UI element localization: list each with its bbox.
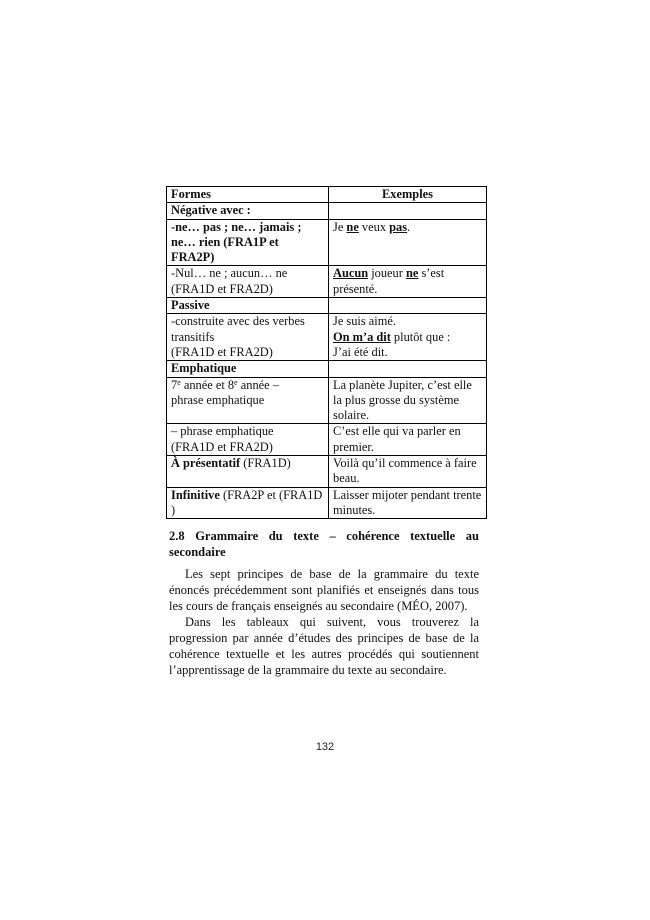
superscript: e <box>234 377 238 387</box>
example-cell <box>329 266 487 298</box>
table-row <box>167 361 487 377</box>
example-emphasis: ne <box>346 219 359 234</box>
form-text: -construite avec des verbes transitifs <box>171 314 305 344</box>
form-cell <box>167 314 329 361</box>
form-cell <box>167 487 329 519</box>
form-text: (FRA2P et (FRA1D ) <box>171 487 323 517</box>
form-label: À présentatif <box>171 456 241 471</box>
example-cell: Voilà qu’il commence à faire beau. <box>329 456 487 488</box>
example-cell: Laisser mijoter pendant trente minutes. <box>329 487 487 519</box>
form-text: (FRA1D) <box>240 456 291 471</box>
example-text: joueur <box>368 266 406 281</box>
table-header-row <box>167 187 487 203</box>
page-number: 132 <box>315 741 335 753</box>
table-row <box>167 314 487 361</box>
table-row <box>167 456 487 488</box>
superscript: e <box>177 377 181 387</box>
form-cell <box>167 456 329 488</box>
form-cell: Emphatique <box>167 361 329 377</box>
example-text: veux <box>358 219 390 234</box>
example-cell <box>329 314 487 361</box>
example-text: Je suis aimé. <box>333 314 396 329</box>
paragraph: Dans les tableaux qui suivent, vous trouverez la progression par année d’études des principes de base de la cohérence textuelle et les autres procédés qui soutiennent l’apprentissage de la grammaire du texte au secondaire. <box>169 615 479 677</box>
form-text: 7 <box>171 377 178 392</box>
form-text: phrase emphatique <box>171 392 265 407</box>
example-emphasis: pas <box>389 219 408 234</box>
example-emphasis: ne <box>405 266 419 281</box>
section-heading: 2.8 Grammaire du texte – cohérence textuelle au secondaire <box>169 529 479 559</box>
example-cell <box>329 219 487 266</box>
example-cell <box>329 361 487 377</box>
form-cell: Passive <box>167 298 329 314</box>
form-text: année et 8 <box>180 377 235 392</box>
column-header-examples: Exemples <box>329 187 487 203</box>
example-emphasis: Aucun <box>333 266 369 281</box>
column-header-forms: Formes <box>167 187 329 203</box>
form-text: (FRA1D et FRA2D) <box>171 344 273 359</box>
table-row <box>167 424 487 456</box>
example-cell: C’est elle qui va parler en premier. <box>329 424 487 456</box>
example-text: J’ai été dit. <box>333 344 388 359</box>
example-emphasis: On m’a dit <box>333 329 391 344</box>
example-text: plutôt que : <box>390 329 451 344</box>
example-cell <box>329 203 487 219</box>
form-cell: -ne… pas ; ne… jamais ; ne… rien (FRA1P et FRA2P) <box>167 219 329 266</box>
form-label: Infinitive <box>171 487 220 502</box>
section-2-8 <box>169 528 479 678</box>
table-row <box>167 487 487 519</box>
form-text: – phrase emphatique <box>171 424 274 439</box>
example-cell <box>329 298 487 314</box>
form-cell: -Nul… ne ; aucun… ne (FRA1D et FRA2D) <box>167 266 329 298</box>
table-row <box>167 377 487 424</box>
example-text: . <box>407 219 411 234</box>
form-text: (FRA1D et FRA2D) <box>171 439 273 454</box>
example-text: s’est présenté. <box>333 266 445 296</box>
example-text: Je <box>333 219 347 234</box>
table-row <box>167 203 487 219</box>
form-cell <box>167 377 329 424</box>
paragraph: Les sept principes de base de la grammaire du texte énoncés précédemment sont planifiés et enseignés dans tous les cours de français enseignés au secondaire (MÉO, 2007). <box>169 567 479 613</box>
form-cell: Négative avec : <box>167 203 329 219</box>
form-cell <box>167 424 329 456</box>
table-row <box>167 219 487 266</box>
example-cell: La planète Jupiter, c’est elle la plus grosse du système solaire. <box>329 377 487 424</box>
sentence-types-table <box>166 186 487 519</box>
table-row <box>167 298 487 314</box>
form-text: année – <box>237 377 279 392</box>
table-row <box>167 266 487 298</box>
